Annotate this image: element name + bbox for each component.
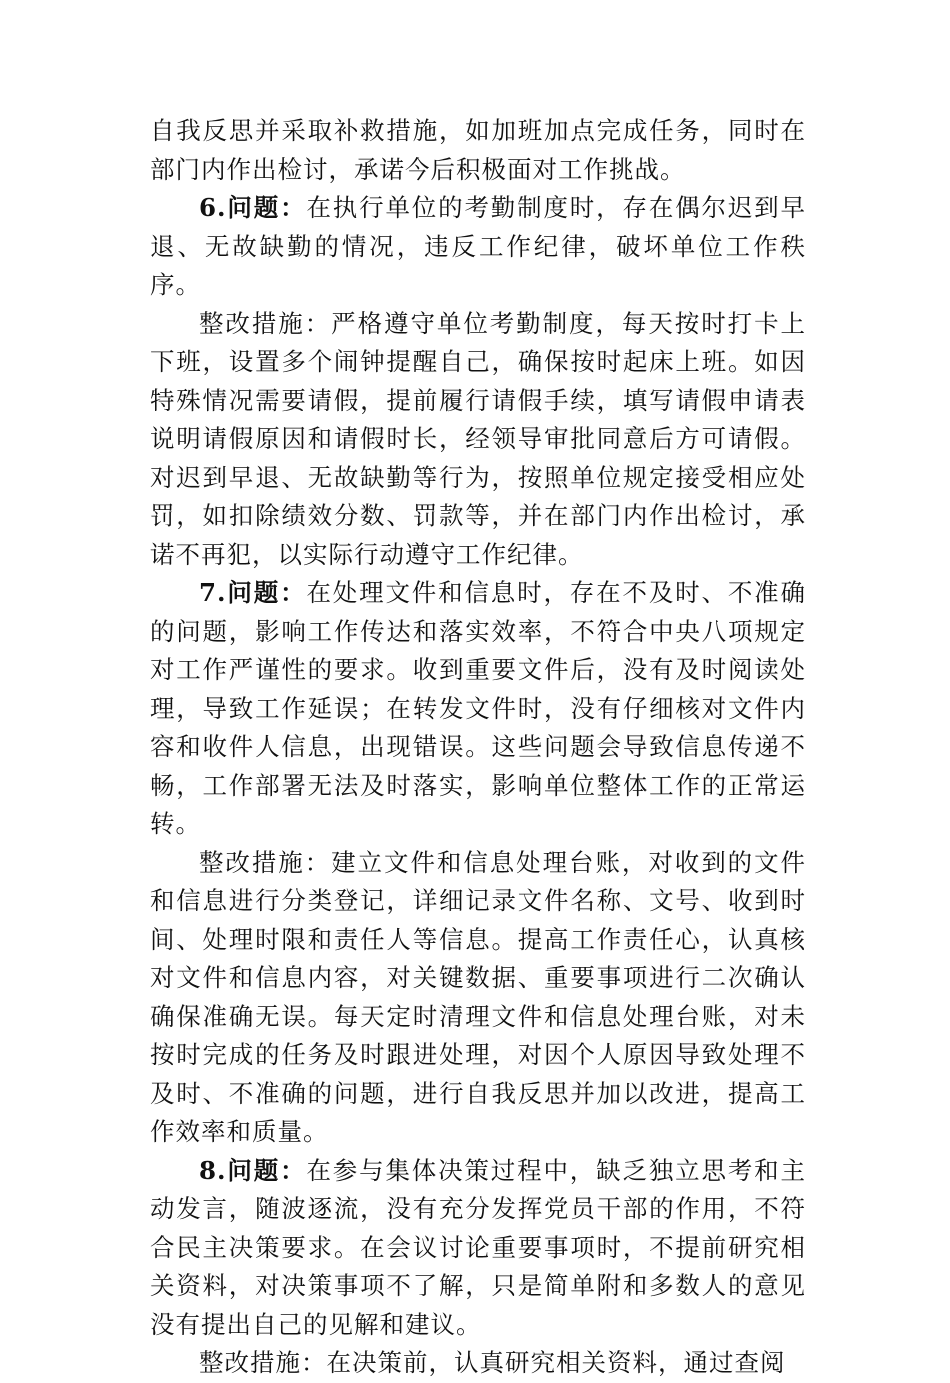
paragraph-text: 在参与集体决策过程中，缺乏独立思考和主动发言，随波逐流，没有充分发挥党员干部的作用，不符合民主决策要求。在会议讨论重要事项时，不提前研究相关资料，对决策事项不了解，只是简单附和多数人的意见没有提出自己的见解和建议。 bbox=[150, 1155, 807, 1339]
paragraph-continuation bbox=[150, 112, 806, 189]
problem-number: 7. bbox=[199, 578, 227, 607]
paragraph-measure-8 bbox=[150, 1344, 806, 1383]
problem-number: 8. bbox=[199, 1155, 227, 1185]
problem-number: 6. bbox=[199, 193, 227, 222]
document-page bbox=[150, 112, 806, 1383]
problem-label: 问题： bbox=[226, 578, 307, 607]
paragraph-text: 整改措施：在决策前，认真研究相关资料，通过查阅 bbox=[199, 1348, 786, 1377]
paragraph-text: 自我反思并采取补救措施，如加班加点完成任务，同时在部门内作出检讨，承诺今后积极面对工作挑战。 bbox=[150, 116, 806, 184]
paragraph-problem-7 bbox=[150, 574, 806, 844]
paragraph-problem-8 bbox=[150, 1152, 806, 1345]
problem-label: 问题： bbox=[226, 1155, 307, 1185]
problem-label: 问题： bbox=[226, 193, 307, 222]
paragraph-measure-7 bbox=[150, 844, 806, 1152]
paragraph-text: 整改措施：建立文件和信息处理台账，对收到的文件和信息进行分类登记，详细记录文件名称、文号、收到时间、处理时限和责任人等信息。提高工作责任心，认真核对文件和信息内容，对关键数据、重要事项进行二次确认确保准确无误。每天定时清理文件和信息处理台账，对未按时完成的任务及时跟进处理，对因个人原因导致处理不及时、不准确的问题，进行自我反思并加以改进，提高工作效率和质量。 bbox=[150, 847, 806, 1146]
paragraph-text: 整改措施：严格遵守单位考勤制度，每天按时打卡上下班，设置多个闹钟提醒自己，确保按时起床上班。如因特殊情况需要请假，提前履行请假手续，填写请假申请表说明请假原因和请假时长，经领导审批同意后方可请假。对迟到早退、无故缺勤等行为，按照单位规定接受相应处罚，如扣除绩效分数、罚款等，并在部门内作出检讨，承诺不再犯，以实际行动遵守工作纪律。 bbox=[150, 308, 806, 569]
paragraph-problem-6 bbox=[150, 189, 806, 305]
paragraph-measure-6 bbox=[150, 305, 806, 575]
paragraph-text: 在处理文件和信息时，存在不及时、不准确的问题，影响工作传达和落实效率，不符合中央八项规定对工作严谨性的要求。收到重要文件后，没有及时阅读处理，导致工作延误；在转发文件时，没有仔细核对文件内容和收件人信息，出现错误。这些问题会导致信息传递不畅，工作部署无法及时落实，影响单位整体工作的正常运转。 bbox=[150, 578, 807, 838]
paragraph-text: 在执行单位的考勤制度时，存在偶尔迟到早退、无故缺勤的情况，违反工作纪律，破坏单位工作秩序。 bbox=[150, 193, 807, 299]
